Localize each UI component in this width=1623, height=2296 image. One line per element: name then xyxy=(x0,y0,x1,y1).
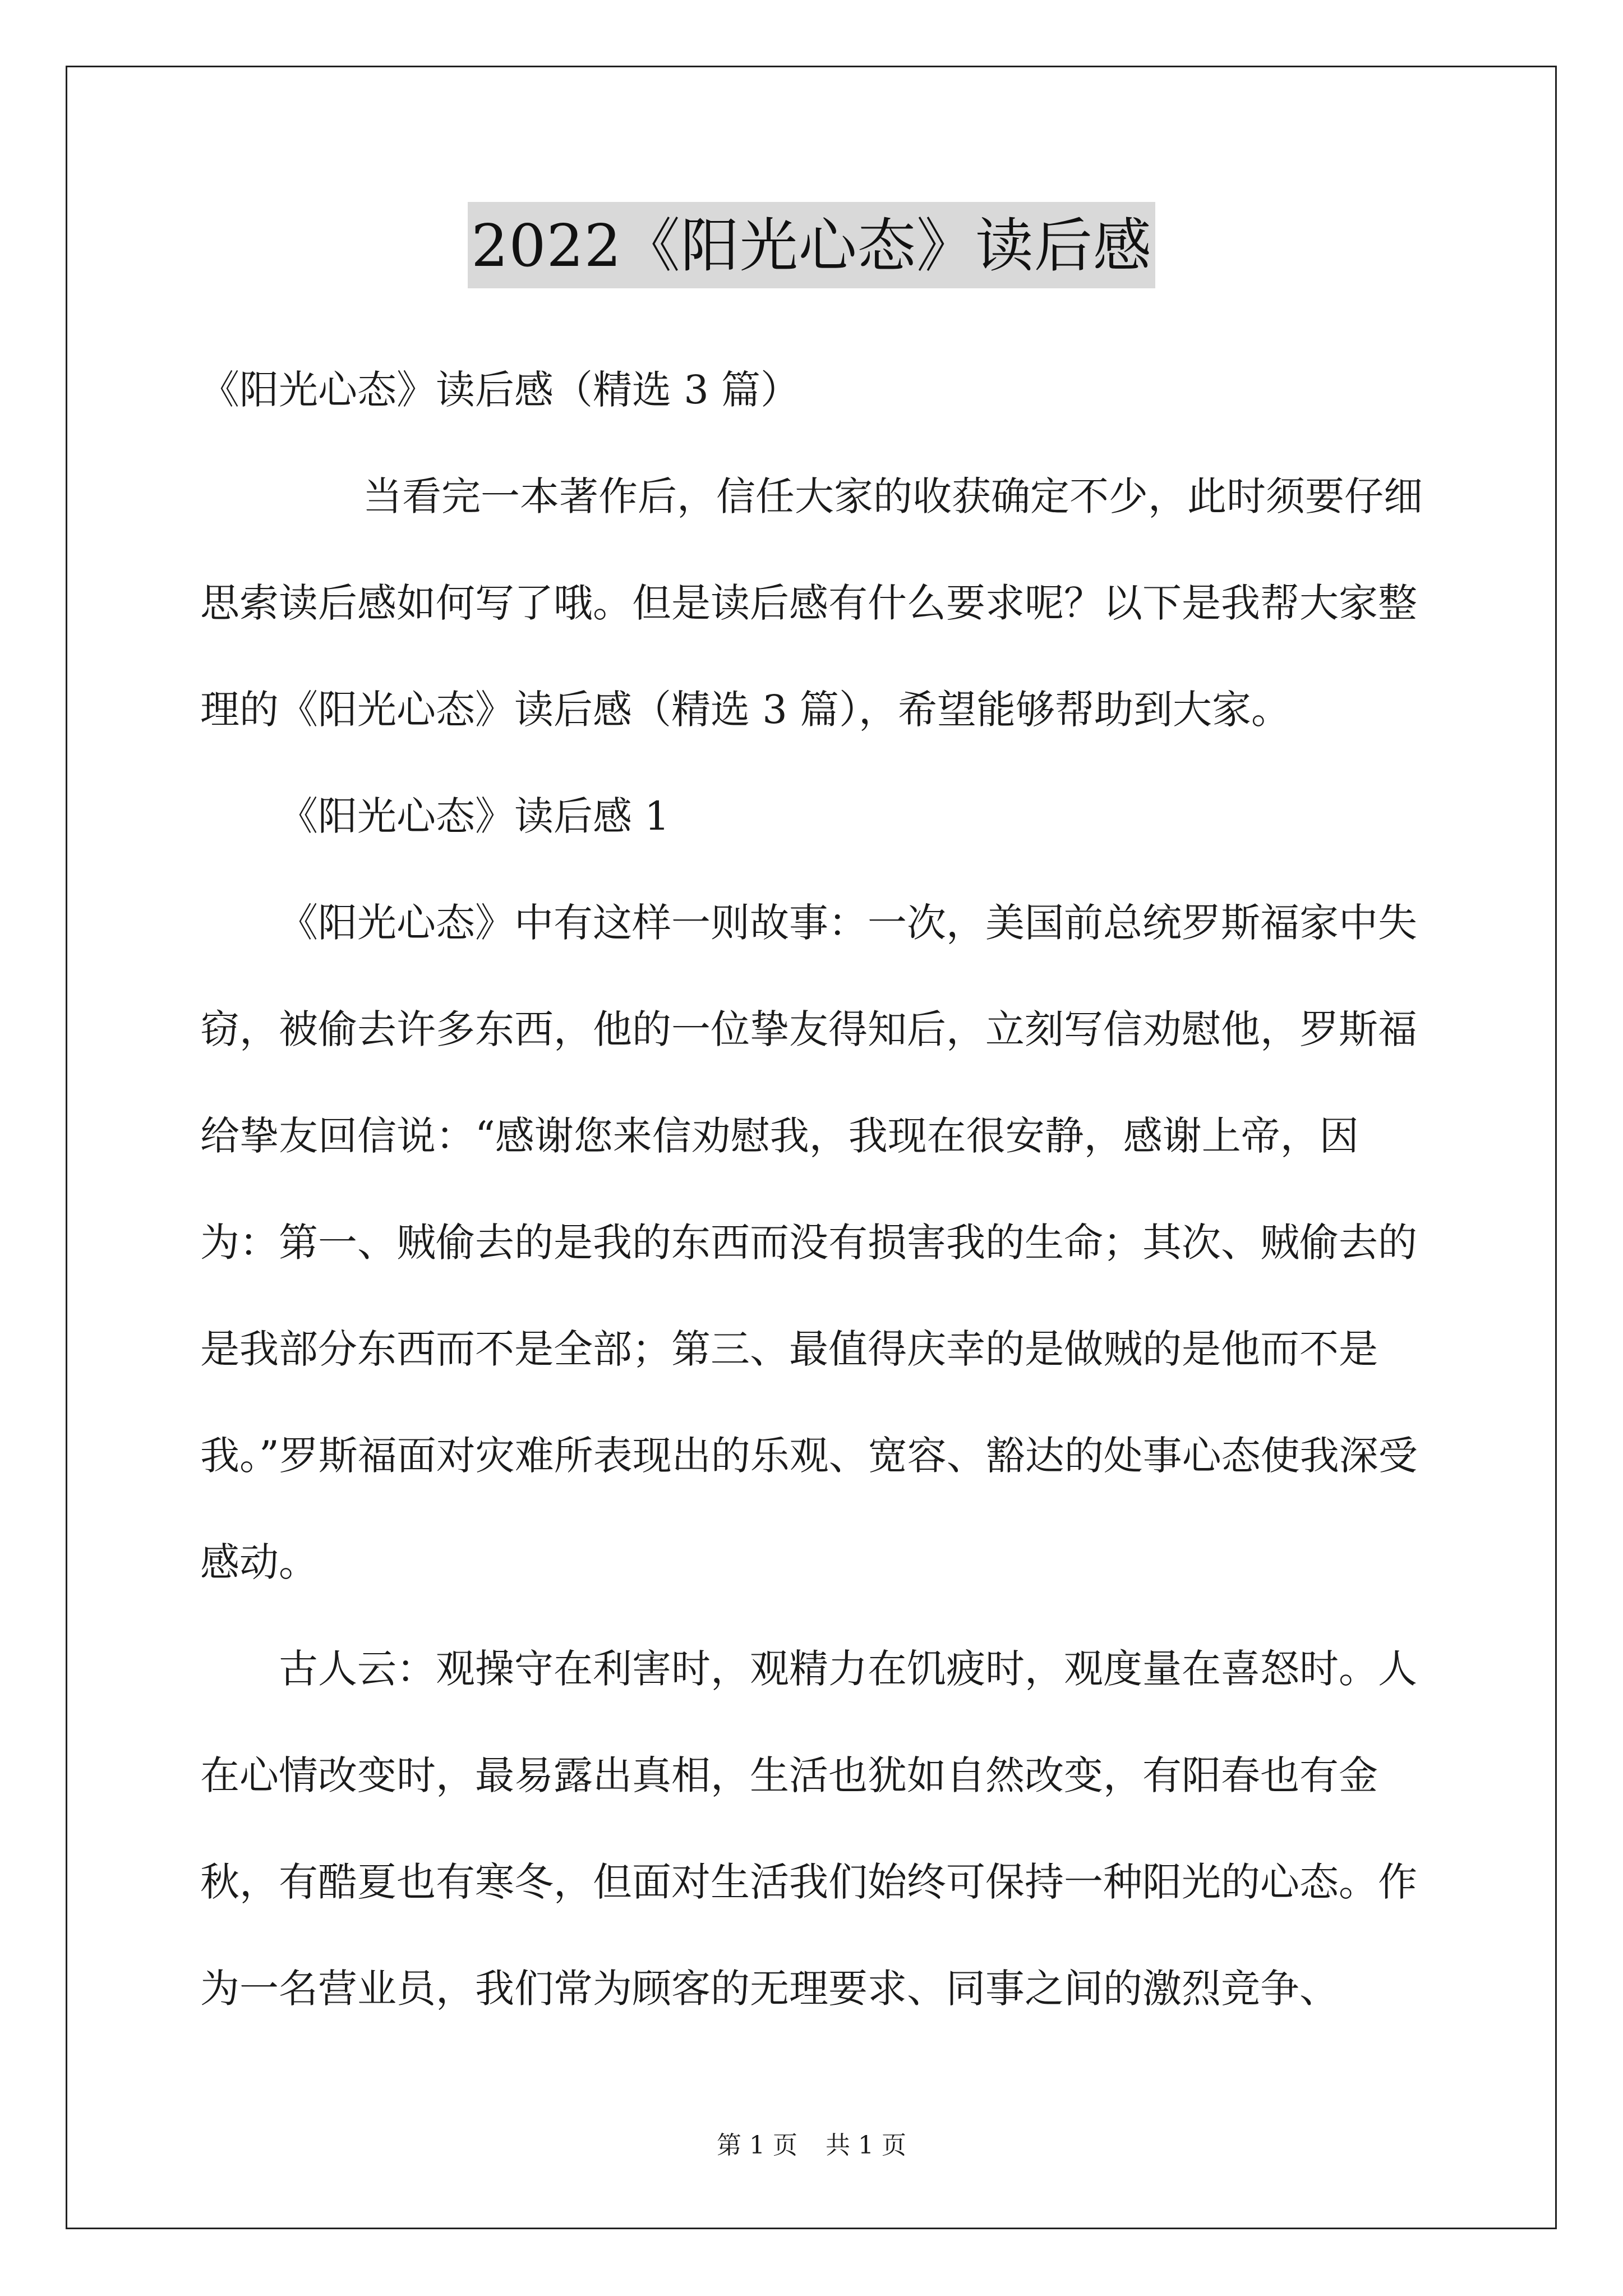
title-container xyxy=(0,202,1623,288)
subtitle-line: 《阳光心态》读后感（精选 3 篇） xyxy=(200,367,800,413)
page-number: 第 1 页 xyxy=(717,2131,797,2160)
page-total: 共 1 页 xyxy=(826,2131,906,2160)
document-title: 2022《阳光心态》读后感 xyxy=(468,202,1155,288)
page-footer xyxy=(0,2125,1623,2161)
document-body xyxy=(200,337,1434,2042)
reflection-paragraph: 古人云：观操守在利害时，观精力在饥疲时，观度量在喜怒时。人在心情改变时，最易露出真相，生活也犹如自然改变，有阳春也有金秋，有酷夏也有寒冬，但面对生活我们始终可保持一种阳光的心态。作为一名营业员，我们常为顾客的无理要求、同事之间的激烈竞争、 xyxy=(200,1646,1417,2012)
section-heading: 《阳光心态》读后感 1 xyxy=(279,793,670,839)
intro-paragraph: 当看完一本著作后，信任大家的收获确定不少，此时须要仔细思索读后感如何写了哦。但是读后感有什么要求呢？以下是我帮大家整理的《阳光心态》读后感（精选 3 篇），希望能够帮助到大家。 xyxy=(200,473,1423,733)
story-paragraph: 《阳光心态》中有这样一则故事：一次，美国前总统罗斯福家中失窃，被偷去许多东西，他的一位挚友得知后，立刻写信劝慰他，罗斯福给挚友回信说：“感谢您来信劝慰我，我现在很安静，感谢上帝，因为：第一、贼偷去的是我的东西而没有损害我的生命；其次、贼偷去的是我部分东西而不是全部；第三、最值得庆幸的是做贼的是他而不是我。”罗斯福面对灾难所表现出的乐观、宽容、豁达的处事心态使我深受感动。 xyxy=(200,900,1418,1585)
